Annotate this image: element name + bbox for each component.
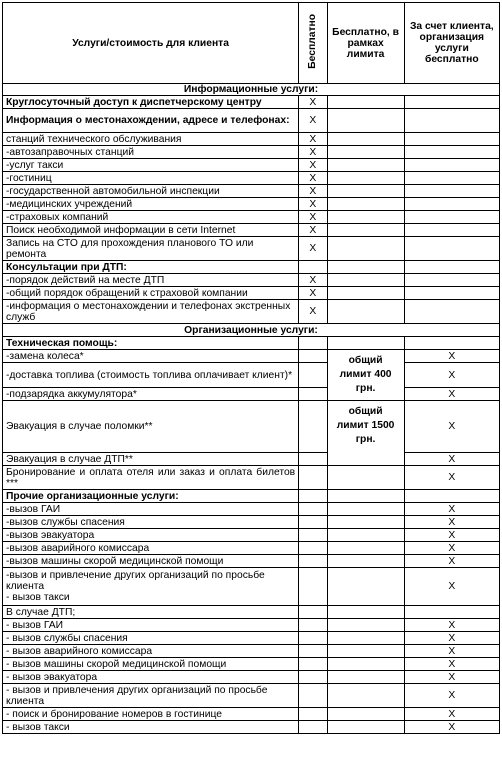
row-label: В случае ДТП; (3, 606, 299, 619)
free-mark: X (299, 159, 327, 172)
empty-cell (327, 529, 404, 542)
client-mark: X (404, 453, 499, 466)
empty-cell (404, 198, 499, 211)
empty-cell (327, 490, 404, 503)
empty-cell (327, 172, 404, 185)
free-mark: X (299, 133, 327, 146)
table-row (3, 287, 500, 300)
table-row (3, 632, 500, 645)
table-row (3, 671, 500, 684)
table-row (3, 490, 500, 503)
table-row (3, 529, 500, 542)
table-row (3, 185, 500, 198)
empty-cell (327, 684, 404, 708)
row-label: -государственной автомобильной инспекции (3, 185, 299, 198)
table-row (3, 542, 500, 555)
empty-cell (327, 721, 404, 734)
row-label: -вызов машины скорой медицинской помощи (3, 555, 299, 568)
row-label: - вызов машины скорой медицинской помощи (3, 658, 299, 671)
empty-cell (327, 619, 404, 632)
empty-cell (404, 300, 499, 324)
free-mark: X (299, 300, 327, 324)
row-label: -услуг такси (3, 159, 299, 172)
empty-cell (327, 658, 404, 671)
row-label: -страховых компаний (3, 211, 299, 224)
free-mark: X (299, 237, 327, 261)
empty-cell (299, 261, 327, 274)
row-label: Техническая помощь: (3, 337, 299, 350)
client-mark: X (404, 619, 499, 632)
empty-cell (299, 568, 327, 606)
empty-cell (327, 516, 404, 529)
empty-cell (299, 516, 327, 529)
empty-cell (327, 274, 404, 287)
empty-cell (299, 337, 327, 350)
row-label: Поиск необходимой информации в сети Internet (3, 224, 299, 237)
empty-cell (404, 606, 499, 619)
empty-cell (299, 619, 327, 632)
row-label: Консультации при ДТП: (3, 261, 299, 274)
empty-cell (327, 185, 404, 198)
empty-cell (404, 133, 499, 146)
table-row (3, 684, 500, 708)
limit-1500-cell (327, 401, 404, 466)
empty-cell (404, 146, 499, 159)
row-label: -автозаправочных станций (3, 146, 299, 159)
table-row (3, 146, 500, 159)
empty-cell (327, 146, 404, 159)
client-mark: X (404, 529, 499, 542)
row-label: -доставка топлива (стоимость топлива оплачивает клиент)* (3, 363, 299, 388)
client-mark: X (404, 388, 499, 401)
empty-cell (404, 237, 499, 261)
table-row (3, 109, 500, 133)
table-row (3, 645, 500, 658)
empty-cell (299, 645, 327, 658)
client-mark: X (404, 632, 499, 645)
table-row (3, 159, 500, 172)
table-row (3, 516, 500, 529)
row-label: -вызов службы спасения (3, 516, 299, 529)
empty-cell (327, 224, 404, 237)
client-mark: X (404, 555, 499, 568)
empty-cell (404, 337, 499, 350)
empty-cell (327, 211, 404, 224)
table-row (3, 555, 500, 568)
empty-cell (299, 453, 327, 466)
header-row (3, 3, 500, 84)
table-row (3, 363, 500, 388)
client-mark: X (404, 363, 499, 388)
table-row (3, 274, 500, 287)
row-label: Эвакуация в случае ДТП** (3, 453, 299, 466)
empty-cell (299, 671, 327, 684)
limit-1500-line3: грн. (355, 434, 376, 445)
table-row (3, 568, 500, 606)
table-row (3, 224, 500, 237)
table-row (3, 721, 500, 734)
section-row (3, 84, 500, 96)
empty-cell (299, 684, 327, 708)
row-label (3, 568, 299, 606)
row-label: -вызов ГАИ (3, 503, 299, 516)
table-row (3, 350, 500, 363)
table-row (3, 172, 500, 185)
table-row (3, 708, 500, 721)
empty-cell (327, 133, 404, 146)
limit-1500-line1: общий (348, 406, 383, 417)
empty-cell (299, 466, 327, 490)
header-free-label: Бесплатно (307, 14, 319, 69)
empty-cell (404, 185, 499, 198)
empty-cell (327, 337, 404, 350)
row-label: -информация о местонахождении и телефонах экстренных служб (3, 300, 299, 324)
empty-cell (299, 721, 327, 734)
empty-cell (299, 503, 327, 516)
empty-cell (327, 555, 404, 568)
client-mark: X (404, 658, 499, 671)
section-row (3, 324, 500, 337)
free-mark: X (299, 172, 327, 185)
limit-1500-line2: лимит 1500 (336, 420, 395, 431)
table-row (3, 133, 500, 146)
table-row (3, 453, 500, 466)
row-label-part: - вызов такси (6, 592, 70, 603)
client-mark: X (404, 721, 499, 734)
empty-cell (299, 555, 327, 568)
empty-cell (327, 159, 404, 172)
table-row (3, 211, 500, 224)
empty-cell (327, 645, 404, 658)
free-mark: X (299, 224, 327, 237)
client-mark: X (404, 671, 499, 684)
limit-400-line2: лимит 400 (339, 369, 392, 380)
row-label: - вызов службы спасения (3, 632, 299, 645)
empty-cell (299, 401, 327, 453)
row-label: Круглосуточный доступ к диспетчерскому центру (3, 96, 299, 109)
empty-cell (299, 490, 327, 503)
empty-cell (404, 109, 499, 133)
free-mark: X (299, 287, 327, 300)
header-service: Услуги/стоимость для клиента (3, 3, 299, 84)
free-mark: X (299, 146, 327, 159)
empty-cell (327, 261, 404, 274)
header-client: За счет клиента, организация услуги бесплатно (404, 3, 499, 84)
empty-cell (404, 172, 499, 185)
row-label: -гостиниц (3, 172, 299, 185)
row-label: Эвакуация в случае поломки** (3, 401, 299, 453)
empty-cell (299, 350, 327, 363)
empty-cell (327, 542, 404, 555)
row-label: -вызов эвакуатора (3, 529, 299, 542)
row-label: -общий порядок обращений к страховой компании (3, 287, 299, 300)
free-mark: X (299, 274, 327, 287)
client-mark: X (404, 466, 499, 490)
client-mark: X (404, 401, 499, 453)
row-label: -замена колеса* (3, 350, 299, 363)
row-label: - вызов ГАИ (3, 619, 299, 632)
free-mark: X (299, 211, 327, 224)
row-label: - вызов такси (3, 721, 299, 734)
empty-cell (327, 568, 404, 606)
free-mark: X (299, 96, 327, 109)
row-label: Бронирование и оплата отеля или заказ и оплата билетов *** (3, 466, 299, 490)
row-label: - вызов и привлечения других организаций по просьбе клиента (3, 684, 299, 708)
empty-cell (299, 363, 327, 388)
services-table (2, 2, 500, 734)
table-row (3, 466, 500, 490)
limit-400-line1: общий (348, 355, 383, 366)
empty-cell (327, 300, 404, 324)
empty-cell (404, 261, 499, 274)
empty-cell (299, 542, 327, 555)
empty-cell (327, 466, 404, 490)
table-row (3, 401, 500, 453)
free-mark: X (299, 109, 327, 133)
empty-cell (299, 632, 327, 645)
table-row (3, 261, 500, 274)
table-row (3, 337, 500, 350)
row-label: Запись на СТО для прохождения планового ТО или ремонта (3, 237, 299, 261)
section-info: Информационные услуги: (3, 84, 500, 96)
empty-cell (327, 109, 404, 133)
row-label: - поиск и бронирование номеров в гостинице (3, 708, 299, 721)
row-label: - вызов аварийного комиссара (3, 645, 299, 658)
empty-cell (299, 658, 327, 671)
client-mark: X (404, 708, 499, 721)
empty-cell (404, 211, 499, 224)
table-row (3, 388, 500, 401)
table-row (3, 96, 500, 109)
empty-cell (327, 606, 404, 619)
section-org: Организационные услуги: (3, 324, 500, 337)
empty-cell (404, 287, 499, 300)
client-mark: X (404, 503, 499, 516)
empty-cell (299, 529, 327, 542)
empty-cell (404, 490, 499, 503)
client-mark: X (404, 516, 499, 529)
table-row (3, 198, 500, 211)
empty-cell (404, 224, 499, 237)
row-label: Информация о местонахождении, адресе и телефонах: (3, 109, 299, 133)
row-label: -вызов аварийного комиссара (3, 542, 299, 555)
client-mark: X (404, 350, 499, 363)
header-free (299, 3, 327, 84)
client-mark: X (404, 684, 499, 708)
row-label: - вызов эвакуатора (3, 671, 299, 684)
client-mark: X (404, 645, 499, 658)
row-label: -порядок действий на месте ДТП (3, 274, 299, 287)
empty-cell (327, 198, 404, 211)
empty-cell (299, 606, 327, 619)
empty-cell (327, 503, 404, 516)
row-label: -медицинских учреждений (3, 198, 299, 211)
empty-cell (327, 671, 404, 684)
table-row (3, 237, 500, 261)
empty-cell (404, 274, 499, 287)
row-label-part: -вызов и привлечение других организаций по просьбе клиента (6, 570, 265, 592)
row-label: Прочие организационные услуги: (3, 490, 299, 503)
table-row (3, 619, 500, 632)
row-label: станций технического обслуживания (3, 133, 299, 146)
client-mark: X (404, 542, 499, 555)
limit-400-line3: грн. (355, 383, 376, 394)
empty-cell (327, 237, 404, 261)
table-row (3, 606, 500, 619)
empty-cell (327, 708, 404, 721)
header-limit: Бесплатно, в рамках лимита (327, 3, 404, 84)
client-mark: X (404, 568, 499, 606)
empty-cell (299, 388, 327, 401)
empty-cell (327, 287, 404, 300)
table-row (3, 658, 500, 671)
table-row (3, 300, 500, 324)
table-row (3, 503, 500, 516)
empty-cell (327, 96, 404, 109)
free-mark: X (299, 198, 327, 211)
empty-cell (327, 632, 404, 645)
empty-cell (404, 159, 499, 172)
free-mark: X (299, 185, 327, 198)
limit-400-cell (327, 350, 404, 401)
row-label: -подзарядка аккумулятора* (3, 388, 299, 401)
empty-cell (299, 708, 327, 721)
empty-cell (404, 96, 499, 109)
